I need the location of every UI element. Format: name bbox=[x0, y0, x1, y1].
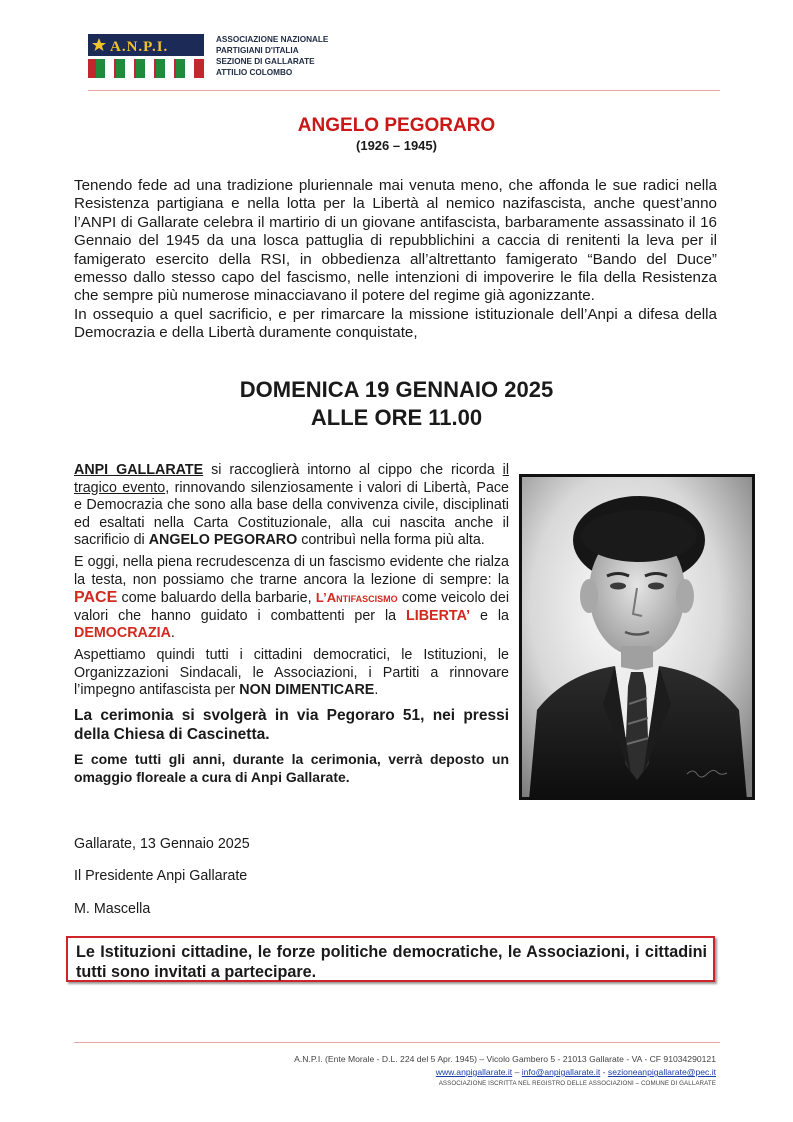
org-mention: ANPI GALLARATE bbox=[74, 462, 204, 478]
body-paragraph-1 bbox=[74, 462, 509, 550]
signatory-name: M. Mascella bbox=[74, 901, 151, 917]
body-paragraph-3 bbox=[74, 647, 509, 700]
keyword-antifascismo: L’Antifascismo bbox=[315, 590, 398, 606]
keyword-democrazia: DEMOCRAZIA bbox=[74, 625, 171, 642]
page-title: ANGELO PEGORARO bbox=[297, 115, 496, 136]
event-date: DOMENICA 19 GENNAIO 2025 bbox=[239, 377, 554, 402]
footer-address: A.N.P.I. (Ente Morale - D.L. 224 del 5 Apr. 1945) – Vicolo Gambero 5 - 21013 Gallarate - VA - CF 91034290121 bbox=[294, 1054, 716, 1064]
organization-name bbox=[216, 34, 328, 78]
keyword-liberta: LIBERTA’ bbox=[406, 607, 471, 624]
text-span: , rinnovando silenziosamente i valori di Libertà, Pace e Democrazia che sono alla base della convivenza civile, disciplinati ed esaltati nella Carta Costituzionale, alla cui nascita anche il sacrificio di bbox=[74, 479, 510, 549]
text-span: . bbox=[170, 625, 175, 642]
event-time: ALLE ORE 11.00 bbox=[310, 405, 483, 430]
text-span: come veicolo dei valori che hanno guidato i combattenti per la bbox=[74, 590, 509, 624]
keyword-pace: PACE bbox=[74, 589, 118, 607]
body-paragraph-2 bbox=[74, 554, 509, 643]
text-span: E oggi, nella piena recrudescenza di un fascismo evidente che rialza la testa, non possiamo che trarne ancora la lezione di sempre: la bbox=[74, 553, 509, 588]
text-span: si raccoglierà intorno al cippo che ricorda bbox=[203, 462, 503, 478]
text-span: Aspettiamo quindi tutti i cittadini democratici, le Istituzioni, le Organizzazioni Sindacali, le Associazioni, i Partiti a rinnovare l’impegno antifascista per bbox=[74, 646, 509, 699]
ceremony-location: La cerimonia si svolgerà in via Pegoraro 51, nei pressi della Chiesa di Cascinetta. bbox=[74, 706, 509, 743]
place-date: Gallarate, 13 Gennaio 2025 bbox=[74, 836, 250, 852]
invitation-box: Le Istituzioni cittadine, le forze politiche democratiche, le Associazioni, i cittadini tutti sono invitati a partecipare. bbox=[66, 936, 715, 982]
org-line: ASSOCIAZIONE NAZIONALE bbox=[216, 35, 329, 44]
underlined-phrase: il tragico evento bbox=[74, 462, 509, 496]
separator: - bbox=[600, 1067, 608, 1077]
pec-link[interactable]: sezioneanpigallarate@pec.it bbox=[607, 1067, 716, 1077]
wreath-note: E come tutti gli anni, durante la cerimonia, verrà deposto un omaggio floreale a cura di Anpi Gallarate. bbox=[74, 750, 509, 785]
separator: – bbox=[512, 1067, 522, 1077]
body-text bbox=[74, 462, 509, 786]
keyword-non-dimenticare: NON DIMENTICARE bbox=[239, 682, 375, 699]
text-span: . bbox=[374, 682, 379, 699]
logo-text: A.N.P.I. bbox=[110, 39, 169, 55]
life-dates: (1926 – 1945) bbox=[356, 138, 437, 153]
intro-paragraph: Tenendo fede ad una tradizione pluriennale mai venuta meno, che affonda le sue radici nella Resistenza partigiana e nella lotta per la Libertà al nemico nazifascista, anche quest’anno l’ANPI di Gallarate celebra il martirio di un giovane antifascista, barbaramente assassinato il 16 Gennaio del 1945 da una losca pattuglia di repubblichini a caccia di renitenti la leva per il famigerato esercito della RSI, in obbedienza all’altrettanto famigerato “Bando del Duce” emesso dallo stesso capo del fascismo, nelle intenzioni di impoverire le fila della Resistenza che sempre più numerose minacciavano il potere del regime già agonizzante. bbox=[74, 177, 717, 305]
footer-contacts bbox=[436, 1067, 716, 1077]
footer-divider bbox=[74, 1042, 720, 1043]
text-span: come baluardo della barbarie, bbox=[117, 590, 316, 607]
email-link[interactable]: info@anpigallarate.it bbox=[521, 1067, 601, 1077]
org-line: SEZIONE DI GALLARATE bbox=[216, 57, 315, 66]
header-divider bbox=[88, 90, 720, 91]
martyr-name: ANGELO PEGORARO bbox=[148, 532, 298, 549]
org-line: ATTILIO COLOMBO bbox=[216, 68, 293, 77]
event-datetime bbox=[0, 376, 793, 432]
text-span: contribuì nella forma più alta. bbox=[297, 532, 485, 549]
text-span: e la bbox=[470, 607, 509, 624]
intro-paragraph: In ossequio a quel sacrificio, e per rimarcare la missione istituzionale dell’Anpi a difesa della Democrazia e della Libertà duramente conquistate, bbox=[74, 305, 717, 342]
intro-text bbox=[74, 177, 717, 343]
org-line: PARTIGIANI D'ITALIA bbox=[216, 46, 299, 55]
portrait-photo bbox=[519, 474, 755, 800]
anpi-logo bbox=[88, 34, 204, 78]
footer-registry: ASSOCIAZIONE ISCRITTA NEL REGISTRO DELLE ASSOCIAZIONI – COMUNE DI GALLARATE bbox=[438, 1080, 716, 1087]
signatory-role: Il Presidente Anpi Gallarate bbox=[74, 868, 248, 884]
website-link[interactable]: www.anpigallarate.it bbox=[435, 1067, 513, 1077]
